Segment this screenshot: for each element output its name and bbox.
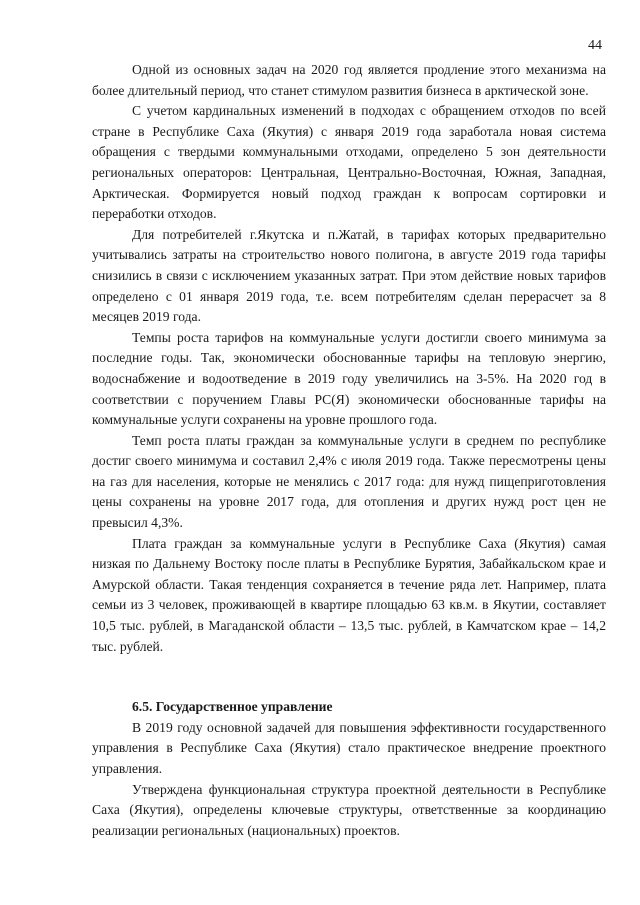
paragraph: В 2019 году основной задачей для повышения эффективности государственного управления в Республике Саха (Якутия) стало практическое внедрение проектного управления.: [92, 719, 606, 776]
page-content: [92, 60, 606, 841]
paragraph: Плата граждан за коммунальные услуги в Республике Саха (Якутия) самая низкая по Дальнему Востоку после платы в Республике Бурятия, Забайкальском крае и Амурской области. Такая тенденция сохраняется в течение ряда лет. Например, плата семьи из 3 человек, проживающей в квартире площадью 63 кв.м. в Якутии, составляет 10,5 тыс. рублей, в Магаданской области – 13,5 тыс. рублей, в Камчатском крае – 14,2 тыс. рублей.: [92, 535, 606, 654]
paragraph: С учетом кардинальных изменений в подходах с обращением отходов по всей стране в Республике Саха (Якутия) с января 2019 года заработала новая система обращения с твердыми коммунальными отходами, определено 5 зон деятельности региональных операторов: Центральная, Центрально-Восточная, Южная, Западная, Арктическая. Формируется новый подход граждан к вопросам сортировки и переработки отходов.: [92, 103, 606, 222]
paragraph: Утверждена функциональная структура проектной деятельности в Республике Саха (Якутия), определены ключевые структуры, ответственные за координацию реализации региональных (национальных) проектов.: [92, 781, 606, 838]
paragraph: Темпы роста тарифов на коммунальные услуги достигли своего минимума за последние годы. Так, экономически обоснованные тарифы на тепловую энергию, водоснабжение и водоотведение в 2019 году увеличились на 3-5%. На 2020 год в соответствии с поручением Главы РС(Я) экономически обоснованные тарифы на коммунальные услуги сохранены на уровне прошлого года.: [92, 329, 606, 428]
section-heading: 6.5. Государственное управление: [132, 699, 333, 715]
paragraph: Одной из основных задач на 2020 год является продление этого механизма на более длительный период, что станет стимулом развития бизнеса в арктической зоне.: [92, 62, 606, 98]
paragraph: Для потребителей г.Якутска и п.Жатай, в тарифах которых предварительно учитывались затраты на строительство нового полигона, в августе 2019 года тарифы снизились в связи с исключением указанных затрат. При этом действие новых тарифов определено с 01 января 2019 года, т.е. всем потребителям сделан перерасчет за 8 месяцев 2019 года.: [92, 226, 606, 325]
page-number: 44: [588, 38, 602, 53]
paragraph: Темп роста платы граждан за коммунальные услуги в среднем по республике достиг своего минимума и составил 2,4% с июля 2019 года. Также пересмотрены цены на газ для населения, которые не менялись с 2017 года: для нужд пищеприготовления цены сохранены на уровне 2017 года, для отопления и других нужд рост цен не превысил 4,3%.: [92, 432, 606, 531]
